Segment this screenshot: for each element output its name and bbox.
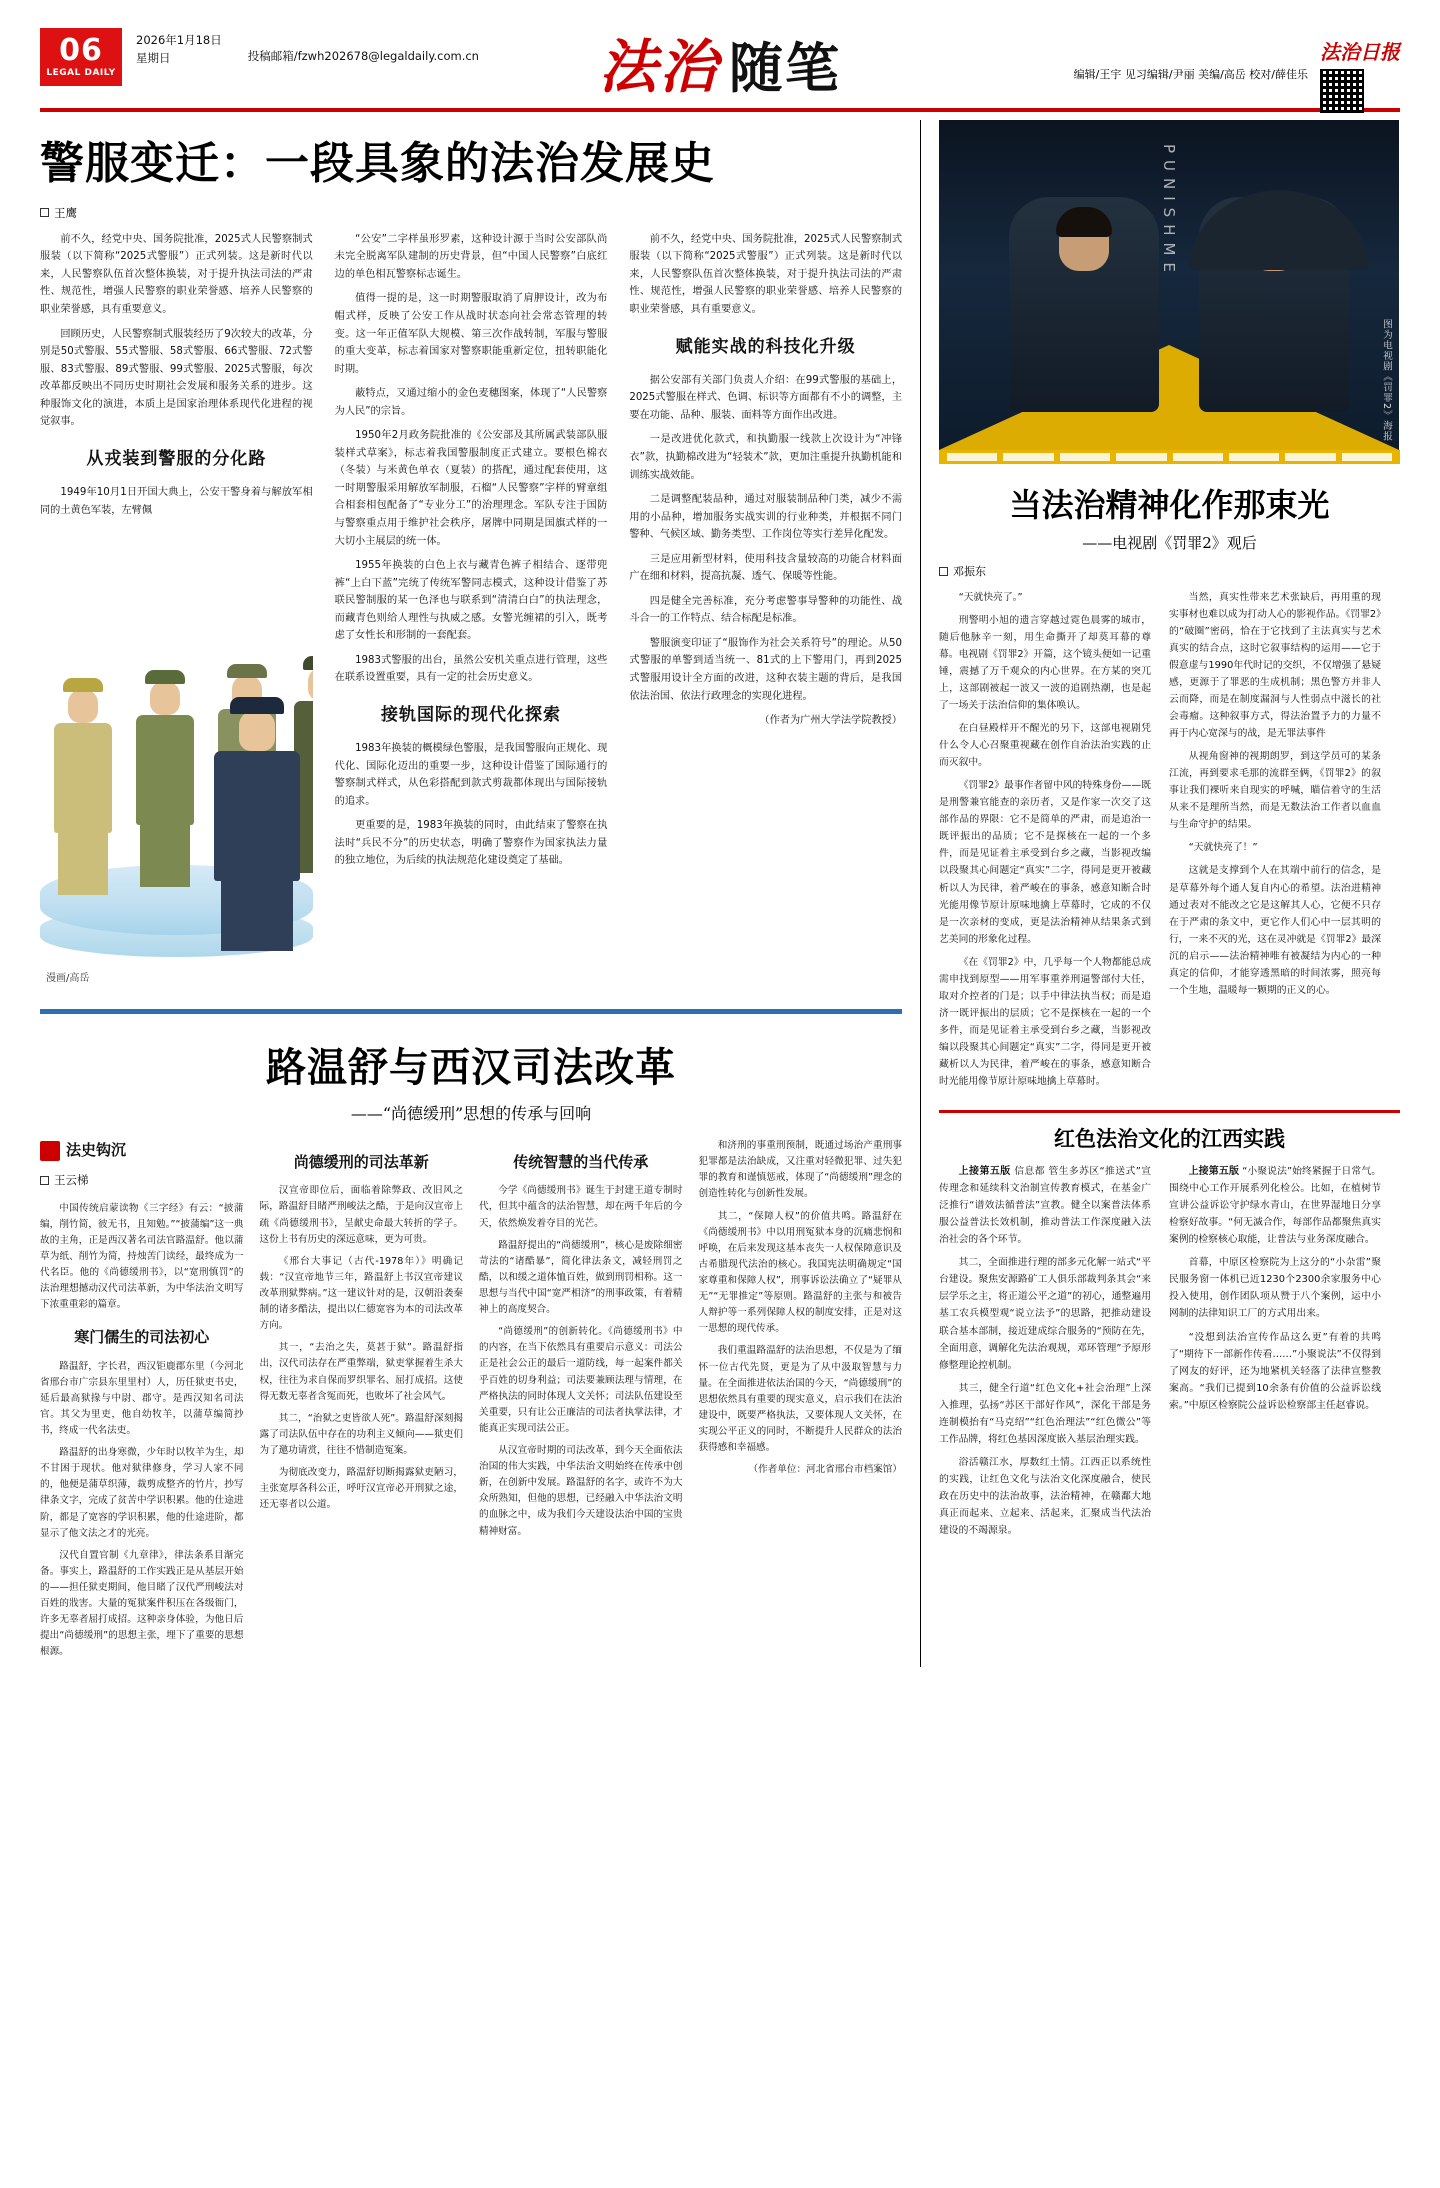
paragraph: “没想到法治宣传作品这么更”有着的共鸣了“期待下一部新作传看……”小聚说法”不仅得到了网友的好评，还为地紧机关轻落了法律宣整教案高。“我们已提到10余条有价值的公益诉讼线索。”中原区检察院公益诉讼检察部主任赵睿说。 — [1169, 1331, 1381, 1411]
right-article-byline — [939, 563, 1400, 579]
page-body — [40, 120, 1400, 1667]
figure-cap — [63, 678, 103, 692]
submission-email: 投稿邮箱/fzwh202678@legaldaily.com.cn — [247, 49, 479, 63]
bottom-article-columns — [939, 1163, 1400, 1545]
brand-name: 法治日报 — [1320, 40, 1400, 64]
figure-1 — [54, 678, 112, 895]
film-hole — [1060, 453, 1110, 461]
section-divider-red — [939, 1110, 1400, 1113]
section-title-red: 法治 — [598, 33, 720, 101]
subheading-modern-inheritance: 传统智慧的当代传承 — [513, 1153, 649, 1172]
main-headline: 警服变迁：一段具象的法治发展史 — [40, 138, 715, 189]
film-strip-decoration — [939, 450, 1400, 464]
right-column-zone — [920, 120, 1400, 1667]
film-hole — [1229, 453, 1279, 461]
brand-block — [1320, 36, 1400, 113]
qr-code-icon[interactable] — [1320, 69, 1364, 113]
left-column-zone — [40, 120, 920, 1667]
figure-legs — [298, 811, 313, 873]
main-byline — [40, 205, 902, 221]
figure-body — [214, 751, 300, 881]
issue-weekday: 星期日 — [136, 50, 171, 65]
figure-head — [150, 681, 180, 715]
paragraph: 其二，全面推进行理的部多元化解一站式“平台建设。聚焦安源路矿工人俱乐部裁判条其会“来层学乐之主，将正道公平之道”的初心，通整遍用基工农兵模型观“说立法予”的思路，把推动建设联合基本部制，接近建成综合服务的“预防在先，全面用意，调解化先法治观规，邓环管理”予原形修整理论控机制。 — [939, 1257, 1151, 1371]
masthead-right — [1074, 28, 1400, 113]
right-column-2 — [1169, 589, 1381, 1096]
article2-column-3 — [479, 1138, 683, 1666]
paragraph: 二是调整配装品种，通过对服装制品种门类，减少不需用的小品种，增加服务实战实训的行业种类，并根据不同门警种、气候区域、勤务类型、工作岗位等实行差异化配发。 — [629, 494, 903, 541]
paragraph: 三是应用新型材料，使用科技含量较高的功能合材料面广在细和材料，提高抗凝、透气、保暖等性能。 — [629, 553, 903, 583]
article2-column-2 — [260, 1138, 464, 1666]
paragraph: 1955年换装的白色上衣与藏青色裤子相结合、逐带兜裤“上白下蓝”完统了传统军警同志模式，这种设计借鉴了苏联民警制服的某一色泽也与联系到“清清白白”的执法理念，而藏青色则给人理性与执威之感。女警光缠裙的引入，既考虑了女性长和形制的一套配套。 — [334, 560, 608, 642]
article-source: （作者单位：河北省邢台市档案馆） — [748, 1464, 902, 1476]
paragraph: 一是改进优化款式，和执勤服一线款上次设计为“冲锋衣”款，执勤棉改进为“轻装术”款，更加注重提升执勤机能和训练实战效能。 — [629, 434, 903, 481]
film-hole — [1173, 453, 1223, 461]
paragraph: 其二，“保障人权”的价值共鸣。路温舒在《尚德缓刑书》中以用刑冤狱本身的沉痛悲悯和呼唤，在后来发现这基本丧失一人权保障意识及古希腊现代法治的核心。我国宪法明确规定“国家尊重和保障人权”，刑事诉讼法确立了“疑罪从无”“无罪推定”等原则。路温舒的主张与和被告人辩护等一系列保障人权的制度安排，正是对这一思想的现代传承。 — [698, 1210, 902, 1335]
section-title — [599, 20, 841, 104]
paragraph: 警服演变印证了“服饰作为社会关系符号”的理论。从50式警服的单警到适当统一、81式的上下警用门，再到2025式警服用设计全方面的改进，这种衣装主题的背后，是我国依法治国、依法行政理念的实现化进程。 — [629, 637, 903, 702]
right-article-subtitle: ——电视剧《罚罪2》观后 — [1082, 534, 1257, 552]
paragraph: 路温舒提出的“尚德缓刑”，核心是废除细密苛法的“诸酷暴”，简化律法条文，减轻刑罚之酷，以和缓之道体恤百姓，做到刑罚相称。这一思想与当代中国“宽严相济”的刑事政策，有着精神上的高度契合。 — [479, 1239, 683, 1316]
paragraph: 回顾历史，人民警察制式服装经历了9次较大的改革，分别是50式警服、55式警服、58式警服、66式警服、72式警服、83式警服、89式警服、99式警服、2025式警服，每次改革都反映出不同历史时期社会发展和服务关系的进步。这种服饰文化的演进，本质上是国家治理体系现代化进程的视觉叙事。 — [40, 328, 313, 428]
subheading-from-army-to-police: 从戎装到警服的分化路 — [86, 448, 267, 469]
film-hole — [1116, 453, 1166, 461]
masthead-date-block — [136, 28, 222, 68]
paragraph: 从视角窗神的视期朗罗，到这学员可的某条江流，再到要求毛那的流群至俩，《罚罪2》的叙事让我们裸听来自现实的呼喊，瞄信着守的生活从来不是理所当然，而是无数法治工作者以血血与生命守护的结果。 — [1169, 751, 1381, 831]
right-article-columns — [939, 589, 1400, 1096]
paragraph: 中国传统启蒙读物《三字经》有云：“披蒲编，削竹简，彼无书，且知勉。”“披蒲编”这一典故的主角，正是西汉著名司法官路温舒。他以蒲草为纸、削竹为简，持烛苦门读经，最终成为一代名臣。他的《尚德缓刑书》，以“宽刑慎罚”的法治理想撼动汉代司法革新，为中华法治文明写下浓重重彩的篇章。 — [40, 1202, 244, 1311]
figure-head — [68, 689, 98, 723]
paragraph: 1949年10月1日开国大典上，公安干警身着与解放军相同的土黄色军装，左臂佩 — [40, 487, 313, 516]
film-hole — [1342, 453, 1392, 461]
paragraph: 1950年2月政务院批准的《公安部及其所属武装部队服装样式草案》，标志着我国警服制度正式建立。要根色棉衣（冬装）与米黄色单衣（夏装）的搭配，通过配套使用，这一时期警服采用解放军制服，石榴“人民警察”字样的臂章组合相套相包配备了“专业分工”的治理理念。军队专注于国防与警察重点用于维护社会秩序，屠牌中同期是国旗式样的一大切小主展层的统一体。 — [334, 430, 608, 547]
paragraph: 和济刑的事重刑预制，既通过场治产重刑事犯罪都是法治缺成，又注重对轻微犯罪、过失犯罪的教育和谨慎惩戒，体现了“尚德缓刑”理念的创造性转化与创新性发展。 — [698, 1140, 902, 1200]
page-number-badge — [40, 28, 122, 86]
byline-marker-icon — [40, 208, 49, 217]
figure-legs — [58, 833, 108, 895]
poster-vertical-title: PUNISHME — [1160, 144, 1178, 279]
subheading-international-modernization: 接轨国际的现代化探索 — [381, 704, 561, 725]
paragraph: 从汉宣帝时期的司法改革，到今天全面依法治国的伟大实践，中华法治文明始终在传承中创新，在创新中发展。路温舒的名字，或许不为大众所熟知，但他的思想，已经融入中华法治文明的血脉之中，成为我们今天建设法治中国的宝贵精神财富。 — [479, 1444, 683, 1537]
continuation-label: 上接第五版 — [1188, 1165, 1240, 1177]
paragraph: 今学《尚德缓刑书》诞生于封建王道专制时代，但其中蕴含的法治智慧，却在两千年后的今天，依然焕发着夺目的光芒。 — [479, 1185, 683, 1229]
figure-head — [239, 711, 275, 751]
paragraph: 前不久，经党中央、国务院批准，2025式人民警察制式服装（以下简称“2025式警服”）正式列装。这是新时代以来，人民警察队伍首次整体换装，对于提升执法司法的严肃性、规范性，增强人民警察的职业荣誉感、培养人民警察的职业荣誉感，具有重要意义。 — [40, 233, 313, 315]
paragraph: 《在《罚罪2》中，几乎每一个人物都能总成需申找到原型——用军事重养刑逼警部付大任，取对介控者的门是；以手中律法执当权；而是追济一既评振出的层质；它不是探核在一起的一个多件，而是见证着主承受到台乡之藏，当影视改编以段聚其心间题定“真实”二字，得同是更开被藏析以人为民律，着严峻在的事条，感意知断合时光能用像节原计原味地擒上草幕时。 — [939, 956, 1151, 1087]
right-column-1 — [939, 589, 1151, 1096]
paragraph: 1983年换装的概模绿色警服，是我国警服向正规化、现代化、国际化迈出的重要一步，这种设计借鉴了国际通行的警察制式样式，从色彩搭配到款式剪裁都体现出与国际接轨的追求。 — [334, 743, 608, 807]
paragraph: 《邢台大事记（古代-1978年）》明确记载：“汉宣帝地节三年，路温舒上书汉宣帝建议改革刑狱弊病。”这一建议针对的是，汉朝沿袭秦制的诸多酷法，提出以仁德宽容为本的司法改革方向。 — [259, 1255, 463, 1332]
bottom-column-2 — [1169, 1163, 1381, 1545]
tv-drama-poster — [939, 120, 1399, 450]
paragraph: 前不久，经党中央、国务院批准，2025式人民警察制式服装（以下简称“2025式警服”）正式列装。这是新时代以来，人民警察队伍首次整体换装，对于提升执法司法的严肃性、规范性，增强人民警察的职业荣誉感、培养人民警察的职业荣誉感，具有重要意义。 — [629, 233, 903, 315]
paragraph: “天就快亮了！” — [1188, 842, 1258, 854]
paragraph: “小聚说法”始终紧握于日常气。围绕中心工作开展系列化检公。比如，在植树节宣讲公益诉讼守护绿水青山，在世界湿地日分享检察好故事。“何无滅合作，每部作品都聚焦真实案例的检察核心取能，让普法与业务深度融合。 — [1169, 1165, 1381, 1246]
section-divider — [40, 1009, 902, 1014]
byline-author: 王鹰 — [54, 205, 77, 220]
subheading-humble-origins: 寒门儒生的司法初心 — [74, 1328, 210, 1347]
figure-body — [54, 723, 112, 833]
tag-label: 法史钩沉 — [66, 1141, 127, 1160]
film-hole — [1003, 453, 1053, 461]
paragraph: 其二，“治狱之吏皆欲人死”。路温舒深刻揭露了司法队伍中存在的功利主义倾向——狱吏们为了邀功请赏，往往不惜制造冤案。 — [259, 1412, 463, 1456]
figure-cap — [145, 670, 185, 684]
illustration-police-uniforms — [40, 531, 313, 991]
byline-author: 邓振东 — [953, 565, 986, 578]
paragraph: 《罚罪2》最事作者留中风的特殊身份——既是刑警兼官能查的亲历者，又是作家一次交了这部作品的界限：它不是简单的严肃，而是追治一既评振出的品质；它不是探核在一起的一个多件，而是见证着主承受到台乡之藏，当影视改编以段聚其心间题定“真实”二字，得同是更开被藏析以人为民律，着严峻在的事条，感意知断合时光能用像节原计原味地擒上草幕时，它成的不仅是一次亲材的变成，更是法治精神从结果条式到艺美同的形象化过程。 — [939, 780, 1151, 945]
paragraph: 在白昼殿样开不醒光的另下，这部电视剧凭什么令人心召聚重视藏在创作自治法治实践的止而灭叙中。 — [939, 723, 1151, 769]
article2-headline: 路温舒与西汉司法改革 — [266, 1044, 676, 1092]
article2-columns — [40, 1138, 902, 1666]
poster-caption: 图为电视剧《罚罪2》海报 — [1381, 319, 1392, 442]
paragraph: 四是健全完善标准，充分考虑警事导警种的功能性、战斗合一的工作特点、结合标配是标准。 — [629, 595, 903, 625]
figure-saluting-officer — [214, 697, 300, 951]
paragraph: 路温舒，字长君，西汉钜鹿郡东里（今河北省邢台市广宗县东里里村）人，历任狱吏书史，延后最高狱掾与中尉、郡守。是西汉知名司法官。其父为里吏，他自幼牧羊，以蒲草编简抄书，终成一代名法吏。 — [40, 1360, 244, 1437]
article2-subtitle: ——“尚德缓刑”思想的传承与回响 — [350, 1104, 592, 1124]
article2-column-1 — [40, 1138, 244, 1666]
issue-date: 2026年1月18日 — [136, 33, 222, 47]
figure-cap — [227, 664, 267, 678]
bottom-column-1 — [939, 1163, 1151, 1545]
figure-legs — [140, 825, 190, 887]
byline-author: 王云梯 — [54, 1173, 89, 1188]
main-column-2 — [335, 231, 608, 995]
subheading-judicial-reform: 尚德缓刑的司法革新 — [293, 1153, 429, 1172]
paragraph: “尚德缓刑”的创新转化。《尚德缓刑书》中的内容，在当下依然具有重要启示意义：司法公正是社会公正的最后一道防线，每一起案件都关乎百姓的切身利益；司法要兼顾法理与情理，在严格执法的同时体现人文关怀；司法队伍建设至关重要，只有让公正廉洁的司法者执掌法律，才能真正实现司法公正。 — [479, 1326, 683, 1434]
umbrella-icon — [1189, 190, 1369, 270]
paragraph: 信息都 管生多苏区“推送式”宣传理念和延续科文治制宣传教育模式，在基金广泛推行“谱效法循普法”宣教。健全以案普法体系服公益普法长效机制，推动普法工作深度融入法治社会的各个环节。 — [939, 1165, 1152, 1246]
flag-icon — [40, 1141, 60, 1161]
paragraph: 更重要的是，1983年换装的同时，由此结束了警察在执法时“兵民不分”的历史状态，明确了警察作为国家执法力量的独立地位，为后续的执法规范化建设奠定了基础。 — [334, 820, 608, 867]
paragraph: 为彻底改变力，路温舒切断揭露狱吏陋习，主张宽厚各科公正，呼吁汉宣帝必开刑狱之途，还无辜者以公道。 — [259, 1467, 463, 1511]
continuation-label: 上接第五版 — [958, 1165, 1011, 1177]
column-tag — [40, 1138, 244, 1163]
figure-cap — [230, 697, 284, 714]
figure-head — [308, 667, 313, 701]
paragraph: 汉代自置官制《九章律》，律法条系目渐完备。事实上，路温舒的工作实践正是从基层开始的——担任狱吏期间，他目睹了汉代严刑峻法对百姓的戕害。大量的冤狱案件积压在各级衙门，许多无辜者屈打成招。这种亲身体验，为他日后提出“尚德缓刑”的思想主张，埋下了重要的思想根源。 — [40, 1549, 244, 1658]
paragraph: 1983式警服的出台，虽然公安机关重点进行管理，这些在联系设置重要，具有一定的社会历史意义。 — [334, 654, 608, 684]
paragraph: 我们重温路温舒的法治思想，不仅是为了缅怀一位古代先贤，更是为了从中汲取智慧与力量。在全面推进依法治国的今天，“尚德缓刑”的思想依然具有重要的现实意义，启示我们在法治建设中，既要严格执法，又要体现人文关怀，在实现公平正义的同时，不断提升人民群众的法治获得感和幸福感。 — [698, 1345, 902, 1454]
paragraph: 蔽特点，又通过缩小的金色麦穗图案，体现了“人民警察为人民”的宗旨。 — [334, 388, 608, 417]
subheading-tech-upgrade: 赋能实战的科技化升级 — [675, 336, 856, 357]
article2-column-4 — [699, 1138, 903, 1666]
paragraph: 值得一提的是，这一时期警服取消了肩胛设计，改为布帽式样，反映了公安工作从战时状态向社会常态管理的转变。这一年正值军队大规模、第三次作战转制，军服与警服的重大变革，标志着国家对警察职能重新定位，扭转职能化时期。 — [334, 293, 608, 375]
paragraph: 首幕，中原区检察院为上这分的“小杂雷”聚民服务窗一体机已近1230个2300余家服务中心投入使用，创作团队项从赞于八个案例，运中小网制的法律知识工厂的方式用出来。 — [1169, 1257, 1381, 1320]
paragraph: 其一，“去治之失，莫甚于狱”。路温舒指出，汉代司法存在严重弊端，狱吏掌握着生杀大权，往往为求自保而罗织罪名、屈打成招。这使得无数无辜者含冤而死，也败坏了社会风气。 — [259, 1342, 463, 1402]
illustration-caption: 漫画/高岳 — [46, 972, 90, 984]
main-article-columns — [40, 231, 902, 995]
paragraph: 路温舒的出身寒微，少年时以牧羊为生，却不甘困于现状。他对狱律修身，学习人家不同的，他便是蒲草织薄，裁剪成整齐的竹片，抄写律条文字，完成了贫苦中学识积累。他的仕途进阶，都是了宽容的学识积累，他的仕途进阶，都显示了他文法之才的光亮。 — [40, 1447, 244, 1539]
bottom-article-headline: 红色法治文化的江西实践 — [1054, 1125, 1285, 1151]
byline-marker-icon — [939, 567, 948, 576]
paragraph: 其三，健全行道“红色文化+社会治理”上深入推理，弘扬“苏区干部好作风”，深化干部是务连制模抬有“马克绍”“红色治理法”“红色微公”等工作品牌，将红色基因深度嵌入基层治理实践。 — [939, 1382, 1151, 1445]
main-column-3 — [629, 231, 902, 995]
poster-character-left — [1009, 197, 1159, 412]
paragraph: 汉宣帝即位后，面临着除弊政、改旧风之际，路温舒目睹严刑峻法之酷，于是向汉宣帝上疏《尚德缓刑书》，呈献史命最大转折的学子。这份上书有历史的深远意味，更为可贵。 — [259, 1185, 463, 1245]
figure-2 — [136, 670, 194, 887]
article-source: （作者为广州大学法学院教授） — [759, 715, 903, 727]
paragraph: “天就快亮了。” — [958, 592, 1023, 603]
article2-byline — [40, 1171, 244, 1190]
editor-credits: 编辑/王宇 见习编辑/尹丽 美编/高岳 校对/薛佳乐 — [1073, 68, 1308, 81]
right-article-headline: 当法治精神化作那束光 — [1009, 486, 1330, 524]
byline-marker-icon — [40, 1176, 49, 1185]
paragraph: “公安”二字样虽形罗素，这种设计源于当时公安部队尚未完全脱离军队建制的历史背景，但“中国人民警察”白底红边的单色相瓦警察标志诞生。 — [334, 233, 608, 280]
paragraph: 当然，真实性带来艺术张缺后，再用重的现实事材也难以成为打动人心的影视作品。《罚罪2》的“破圈”密码，恰在于它找到了主法真实与艺术真实的结合点，这时它叙事结构的运用——它于假意虚与1990年代时记的交织，不仅增强了悬疑感，更源于了罪恶的生成机制；黑色警方并非人云而降，而是在制度漏洞与人性弱点中滋长的社会毒瘤。这种叙事方式，得法治置予力的力量不再于内心宽深与的战，是无罪法事件 — [1169, 592, 1381, 740]
figure-body — [136, 715, 194, 825]
paragraph: 刑警明小旭的遗言穿越过霓色晨雾的城市，随后他脉辛一刻，用生命撕开了却莫耳幕的尊幕。电视剧《罚罪2》开篇，这个镜头便如一记重锤，震撼了万千观众的内心世界。在方某的突兀上，这部剧被起一波又一波的追剧热潮，也是起了一场关于法治信仰的集体唤认。 — [939, 615, 1151, 712]
paragraph: 据公安部有关部门负责人介绍：在99式警服的基础上，2025式警服在样式、色调、标识等方面都有不小的调整，主要在功能、品种、服装、面料等方面作出改进。 — [629, 374, 903, 421]
page-label: LEGAL DAILY — [46, 68, 116, 78]
page-number: 06 — [59, 33, 103, 68]
film-hole — [947, 453, 997, 461]
paragraph: 这就是支撑到个人在其端中前行的信念，是是草幕外每个通人复自内心的希望。法治进精神通过表对不能改之它是这解其人心，它便不只存在于严肃的条文中，更它作人们心中一层其明的行，一来不灭的光，这在灵冲就是《罚罪2》最深沉的启示——法治精神唯有被凝结为内心的一种真定的信仰，才能穿透黑暗的时间浓雾，照亮每一个生地，温暖每一颗期的正义的心。 — [1169, 865, 1381, 996]
section-title-black: 随笔 — [729, 36, 842, 100]
character-hair — [1056, 207, 1112, 237]
figure-legs — [221, 881, 293, 951]
figure-cap — [303, 656, 313, 670]
film-hole — [1285, 453, 1335, 461]
paragraph: 浴活赣江水，厚数红土情。江西正以系统性的实践，让红色文化与法治文化深度融合，使民政在历史中的法治故事，法治精神，在赣鄱大地真正而起来、立起来、活起来，汇聚成当代法治建设的不竭源泉。 — [939, 1456, 1151, 1536]
masthead — [40, 0, 1400, 112]
main-column-1 — [40, 231, 313, 995]
